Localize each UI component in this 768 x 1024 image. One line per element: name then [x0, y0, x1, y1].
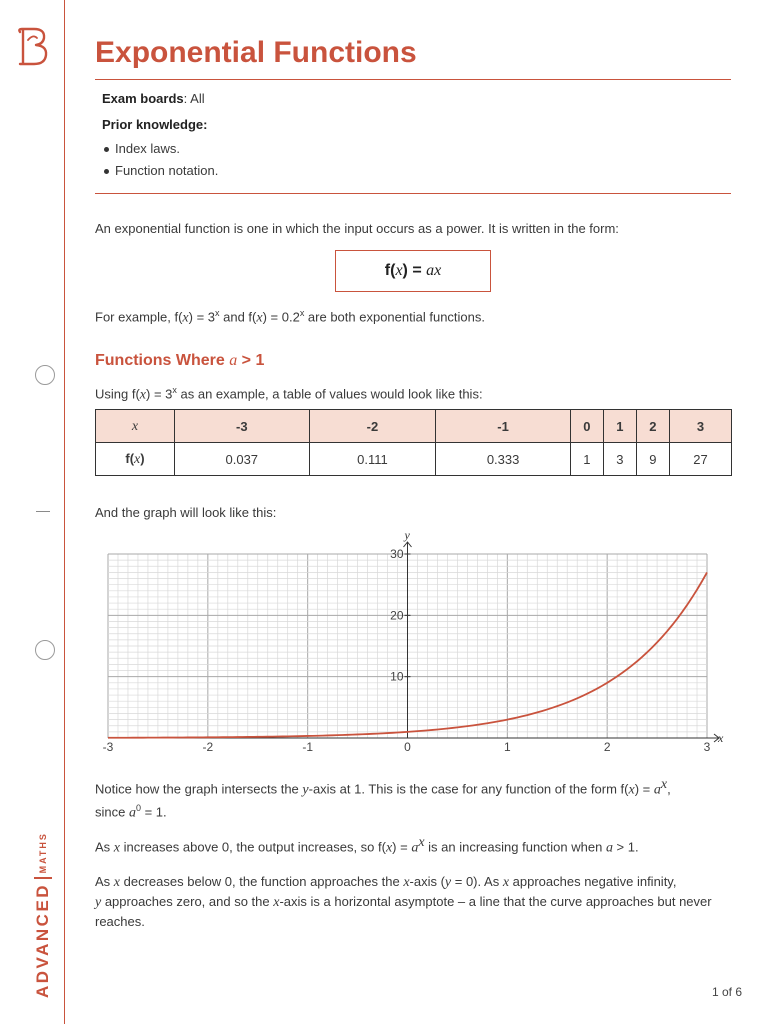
brand-logo-icon: [14, 24, 52, 68]
intro-text: An exponential function is one in which the input occurs as a power. It is written in the form:: [95, 221, 619, 236]
formula-var: x: [395, 262, 403, 279]
x-tick-label: 3: [703, 740, 711, 754]
notice-text: Notice how the graph intersects the y-axis at 1. This is the case for any function of the form $f(x) = a^x$, since $a^0 = 1$.: [95, 777, 671, 821]
x-tick-label: -1: [302, 740, 314, 754]
page-number: 1 of 6: [711, 985, 742, 999]
punch-hole-top: [35, 365, 55, 385]
table-cell: -3: [175, 410, 310, 443]
brand-wordmark: [33, 832, 53, 998]
x-tick-label: 1: [503, 740, 511, 754]
table-intro-text: Using $f(x) = 3^x$ as an example, a table of values would look like this:: [95, 385, 483, 403]
page-title: Exponential Functions: [95, 36, 417, 69]
prior-knowledge-label: Prior knowledge:: [102, 117, 208, 132]
section-heading: Functions Where a > 1: [95, 352, 265, 369]
values-table: [95, 409, 732, 476]
prior-knowledge-item: Index laws.: [115, 141, 181, 156]
table-cell: 0.333: [436, 443, 571, 476]
table-cell: 3: [603, 443, 636, 476]
formula-mid: ) =: [402, 262, 427, 279]
table-cell: 9: [636, 443, 669, 476]
exam-boards-label: Exam boards: [102, 91, 184, 106]
header-rule: [95, 193, 731, 194]
punch-hole-bottom: [35, 640, 55, 660]
table-cell: 0.111: [309, 443, 436, 476]
exam-boards: [102, 91, 205, 106]
formula-box: [335, 250, 491, 292]
table-row-fx: [96, 443, 732, 476]
table-row-x: [96, 410, 732, 443]
formula-base: a: [426, 262, 435, 279]
table-cell: 1: [570, 443, 603, 476]
y-axis-label: y: [404, 528, 410, 542]
exam-boards-value: : All: [183, 91, 205, 106]
x-tick-label: 0: [404, 740, 411, 754]
prior-knowledge: [102, 117, 207, 132]
formula-exp: x: [434, 262, 442, 279]
table-cell: 1: [603, 410, 636, 443]
y-tick-label: 10: [390, 669, 404, 684]
table-cell: -1: [436, 410, 571, 443]
example-text: For example, $f(x) = 3^x$ and $f(x) = 0.2^x$ are both exponential functions.: [95, 308, 485, 326]
brand-sub-text: MATHS: [38, 832, 48, 874]
fold-mark: [36, 511, 50, 512]
x-tick-label: 2: [603, 740, 611, 754]
y-tick-label: 30: [390, 547, 404, 561]
exponential-graph: [95, 525, 735, 760]
table-header-fx: f(x): [96, 443, 175, 476]
x-tick-label: -3: [102, 740, 114, 754]
margin-line: [64, 0, 65, 1024]
x-axis-label: x: [718, 731, 724, 745]
table-cell: 0.037: [175, 443, 310, 476]
table-cell: 2: [636, 410, 669, 443]
formula-lhs: f(: [384, 262, 396, 279]
title-rule: [95, 79, 731, 80]
table-header-x: x: [96, 410, 175, 443]
table-cell: 3: [669, 410, 731, 443]
prior-knowledge-item: Function notation.: [115, 163, 219, 178]
table-cell: 0: [570, 410, 603, 443]
table-cell: 27: [669, 443, 731, 476]
decreasing-text: As x decreases below 0, the function approaches the x-axis (y = 0). As x approaches negative infinity, y approaches zero, and so the x-axis is a horizontal asymptote – a line that the curve approaches but never reaches.: [95, 874, 712, 929]
y-tick-label: 20: [390, 608, 404, 623]
graph-intro-text: And the graph will look like this:: [95, 505, 277, 520]
brand-main-text: ADVANCED: [33, 882, 52, 998]
x-tick-label: -2: [202, 740, 214, 754]
table-cell: -2: [309, 410, 436, 443]
brand-separator: [34, 877, 52, 879]
increasing-text: As x increases above 0, the output increases, so $f(x) = a^x$ is an increasing function when a > 1.: [95, 835, 639, 856]
